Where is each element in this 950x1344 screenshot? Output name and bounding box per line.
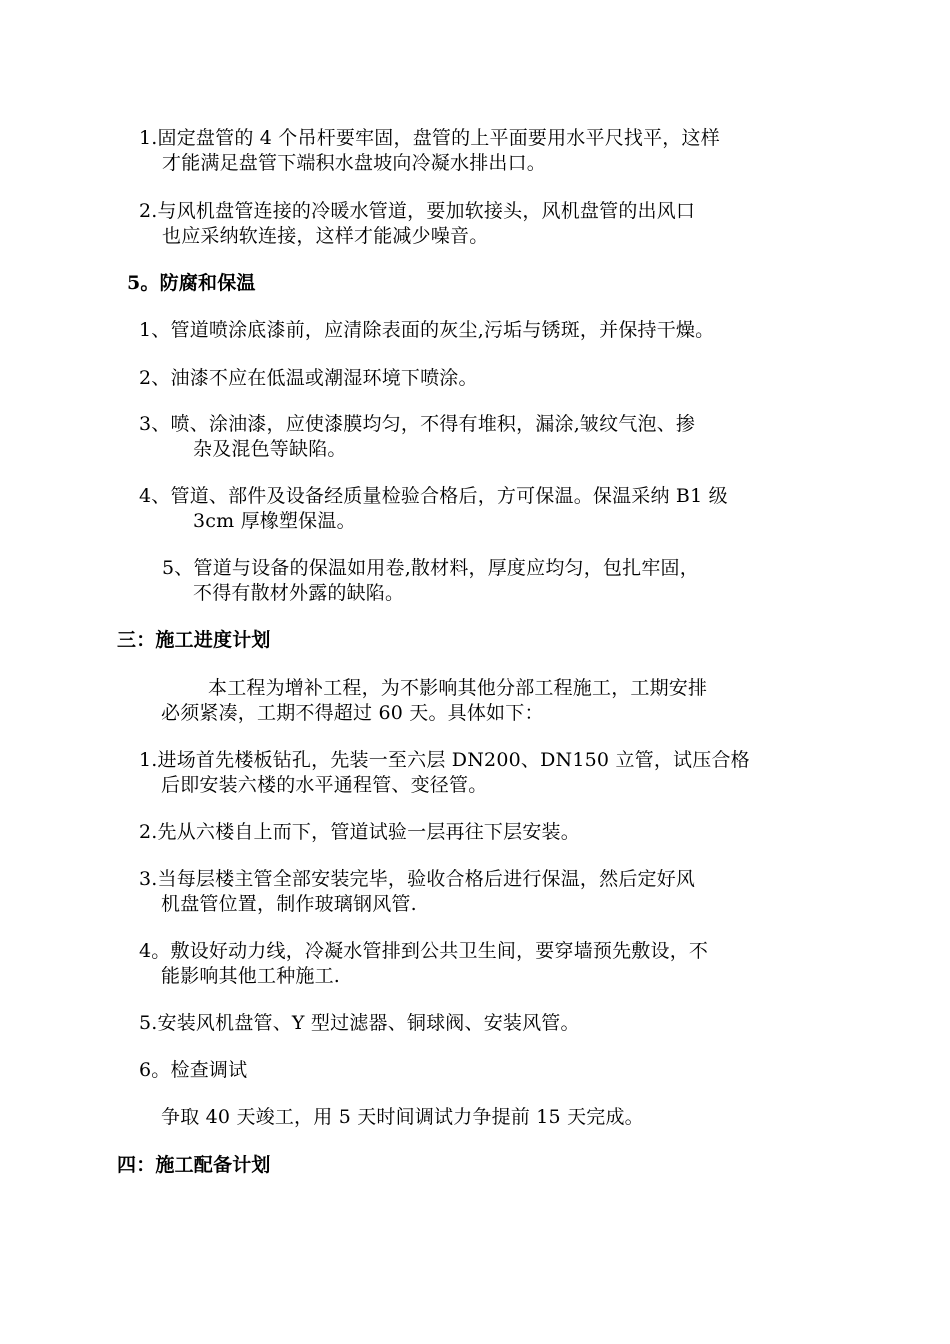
section-heading: 5。防腐和保温	[127, 272, 256, 294]
list-item-line: 2、油漆不应在低温或潮湿环境下喷涂。	[139, 367, 478, 389]
list-item-line: 6。检查调试	[139, 1059, 248, 1081]
list-item-line: 2.与风机盘管连接的冷暖水管道，要加软接头，风机盘管的出风口	[139, 200, 696, 222]
list-item-line: 5、管道与设备的保温如用卷,散材料，厚度应均匀，包扎牢固，	[162, 557, 699, 579]
list-item-line: 3.当每层楼主管全部安装完毕，验收合格后进行保温，然后定好风	[139, 868, 696, 890]
paragraph-line: 争取 40 天竣工，用 5 天时间调试力争提前 15 天完成。	[161, 1106, 644, 1128]
paragraph-line: 必须紧凑，工期不得超过 60 天。具体如下：	[161, 702, 544, 724]
section-heading: 三：施工进度计划	[117, 629, 271, 651]
list-item-line: 1、管道喷涂底漆前，应清除表面的灰尘,污垢与锈斑，并保持干燥。	[139, 319, 715, 341]
list-item-line: 杂及混色等缺陷。	[193, 438, 347, 460]
list-item-line: 能影响其他工种施工.	[161, 965, 341, 987]
list-item-line: 4。敷设好动力线，冷凝水管排到公共卫生间，要穿墙预先敷设，不	[139, 940, 709, 962]
list-item-line: 后即安装六楼的水平通程管、变径管。	[161, 774, 488, 796]
list-item-line: 才能满足盘管下端积水盘坡向冷凝水排出口。	[162, 152, 547, 174]
list-item-line: 5.安装风机盘管、Y 型过滤器、铜球阀、安装风管。	[139, 1012, 580, 1034]
list-item-line: 机盘管位置，制作玻璃钢风管.	[161, 893, 417, 915]
list-item-line: 不得有散材外露的缺陷。	[193, 582, 405, 604]
list-item-line: 也应采纳软连接，这样才能减少噪音。	[162, 225, 489, 247]
paragraph-line: 本工程为增补工程，为不影响其他分部工程施工，工期安排	[208, 677, 708, 699]
section-heading: 四：施工配备计划	[117, 1154, 271, 1176]
list-item-line: 1.固定盘管的 4 个吊杆要牢固，盘管的上平面要用水平尺找平，这样	[139, 127, 720, 149]
list-item-line: 1.进场首先楼板钻孔，先装一至六层 DN200、DN150 立管，试压合格	[139, 749, 750, 771]
list-item-line: 2.先从六楼自上而下，管道试验一层再往下层安装。	[139, 821, 580, 843]
list-item-line: 3cm 厚橡塑保温。	[193, 510, 356, 532]
list-item-line: 4、管道、部件及设备经质量检验合格后，方可保温。保温采纳 B1 级	[139, 485, 728, 507]
list-item-line: 3、喷、涂油漆，应使漆膜均匀，不得有堆积，漏涂,皱纹气泡、掺	[139, 413, 696, 435]
